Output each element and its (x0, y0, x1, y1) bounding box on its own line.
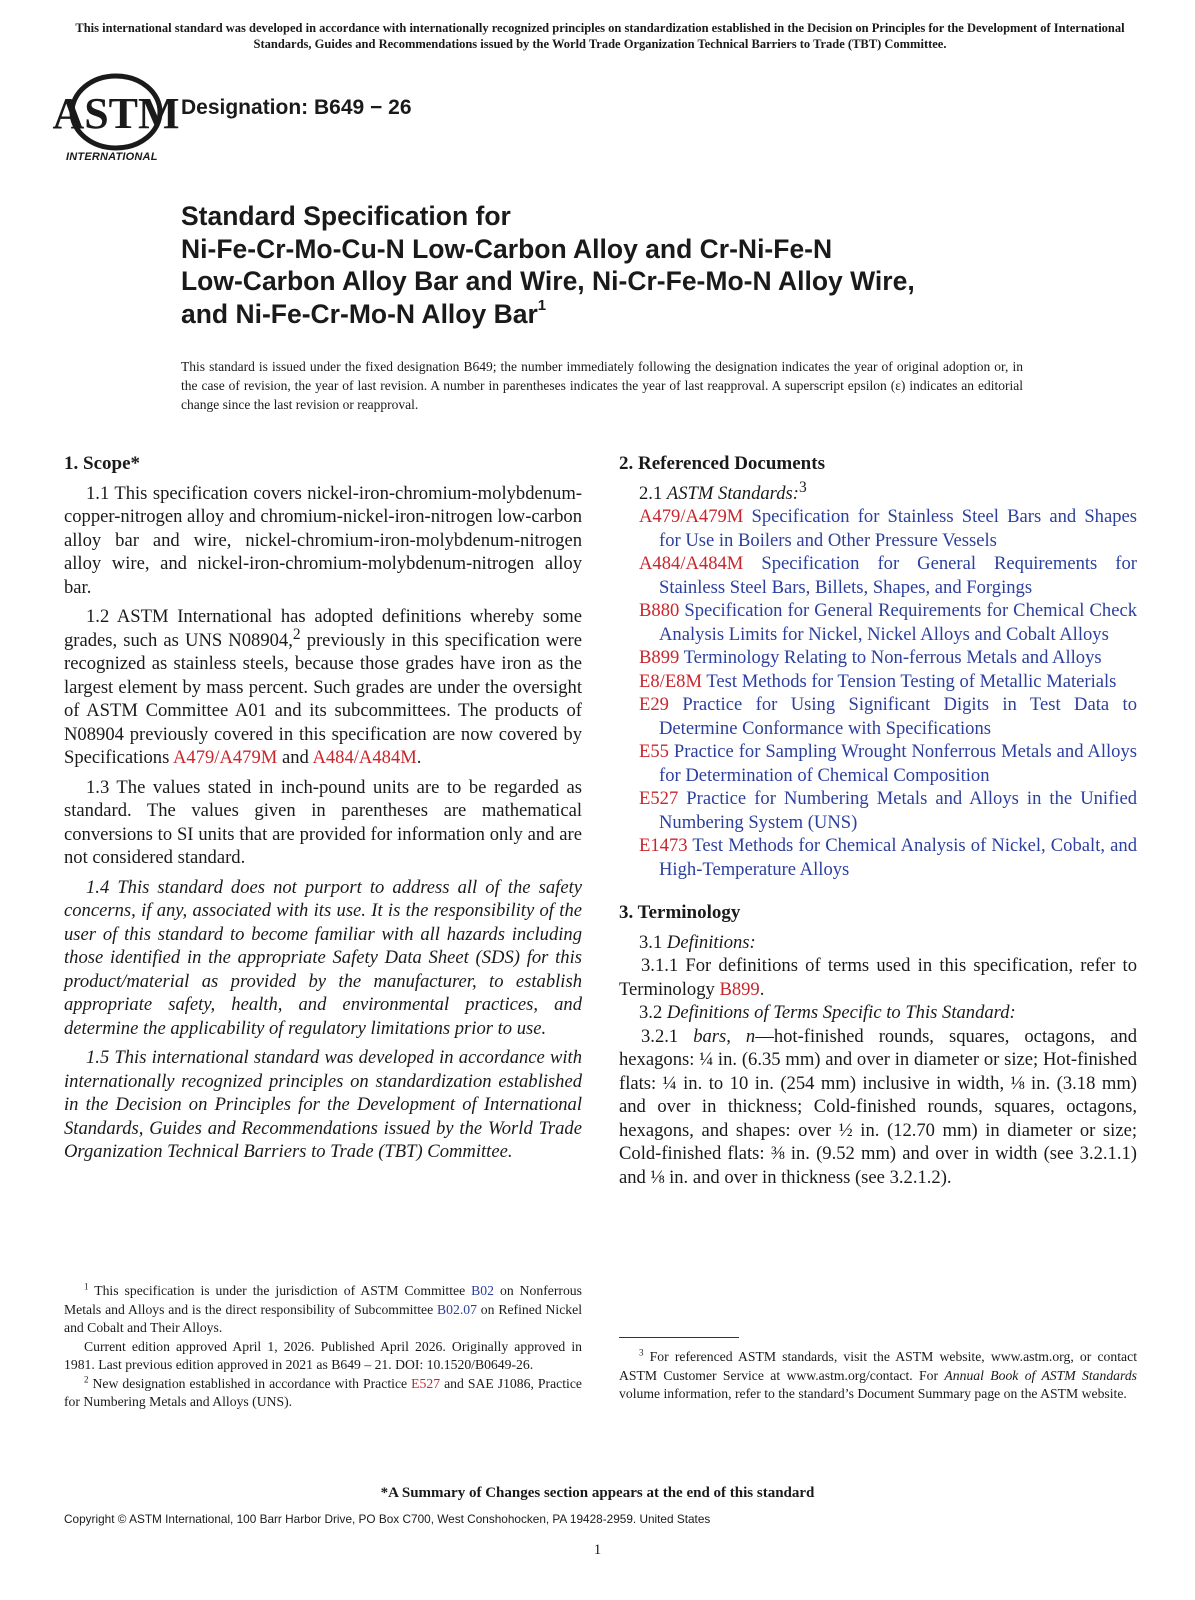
paragraph-1-1: 1.1 This specification covers nickel-iron-chromium-molybdenum-copper-nitrogen alloy and chromium-nickel-iron-nitrogen low-carbon alloy bar and wire, nickel-chromium-iron-molybdenum-nitrogen alloy wire, and nickel-iron-chromium-molybdenum-nitrogen alloy bar. (64, 482, 583, 598)
reference-title-link[interactable]: Test Methods for Chemical Analysis of Nickel, Cobalt, and High-Temperature Alloys (659, 835, 1137, 880)
reference-item (619, 670, 1137, 694)
reference-code-link[interactable]: E1473 (639, 835, 688, 856)
reference-code-link[interactable]: A479/A479M (639, 506, 744, 527)
title-footnote-mark[interactable]: 1 (537, 296, 547, 314)
reference-list (619, 505, 1137, 881)
paragraph-3-2-1: 3.2.1 bars, n—hot-finished rounds, squares, octagons, and hexagons: ¼ in. (6.35 mm) and over in diameter or size; Hot-finished flats: ¼ in. to 10 in. (254 mm) inclusive in width, ⅛ in. (3.18 mm) and over in thickness; Cold-finished rounds, squares, octagons, hexagons, and shapes: over ½ in. (12.70 mm) in diameter or size; Cold-finished flats: ⅜ in. (9.52 mm) and over in width (see 3.2.1.1) and ⅛ in. and over in thickness (see 3.2.1.2). (619, 1025, 1137, 1188)
footnote-ref-2[interactable]: 2 (292, 625, 301, 643)
left-column (64, 452, 582, 1170)
page-number: 1 (593, 1542, 602, 1558)
reference-title-link[interactable]: Practice for Using Significant Digits in Test Data to Determine Conformance with Specifications (659, 694, 1137, 739)
footnotes-left (64, 1282, 582, 1412)
footnote-2: $^2$ New designation established in accordance with Practice E527 and SAE J1086, Practice for Numbering Metals and Alloys (UNS). (64, 1373, 582, 1409)
link-b02[interactable]: B02 (471, 1283, 494, 1298)
paragraph-1-4: 1.4 This standard does not purport to address all of the safety concerns, if any, associated with its use. It is the responsibility of the user of this standard to become familiar with all hazards including those identified in the appropriate Safety Data Sheet (SDS) for this product/material as provided by the manufacturer, to establish appropriate safety, health, and environmental practices, and determine the applicability of regulatory limitations prior to use. (64, 876, 582, 1039)
reference-item (619, 552, 1137, 599)
subsection-astm-standards: 2.1 ASTM Standards:$^3$ (639, 478, 807, 504)
copyright: Copyright © ASTM International, 100 Barr Harbor Drive, PO Box C700, West Conshohocken, PA 19428-2959. United States (64, 1512, 711, 1526)
reference-item (619, 693, 1137, 740)
reference-title-link[interactable]: Practice for Numbering Metals and Alloys in the Unified Numbering System (UNS) (659, 788, 1137, 833)
reference-title-link[interactable]: Specification for General Requirements for Stainless Steel Bars, Billets, Shapes, and Forgings (659, 553, 1137, 598)
reference-code-link[interactable]: E55 (639, 741, 669, 762)
reference-title-link[interactable]: Terminology Relating to Non-ferrous Metals and Alloys (679, 647, 1102, 668)
title-line: Ni-Fe-Cr-Mo-Cu-N Low-Carbon Alloy and Cr-Ni-Fe-N (181, 233, 833, 264)
paragraph-1-3: 1.3 The values stated in inch-pound units are to be regarded as standard. The values given in parentheses are mathematical conversions to SI units that are provided for information only and are not considered standard. (64, 776, 582, 868)
reference-code-link[interactable]: E29 (639, 694, 669, 715)
footnote-3: $^3$ For referenced ASTM standards, visit the ASTM website, www.astm.org, or contact ASTM Customer Service at www.astm.org/contact. For Annual Book of ASTM Standards volume information, refer to the standard’s Document Summary page on the ASTM website. (619, 1347, 1138, 1401)
reference-code-link[interactable]: A484/A484M (639, 553, 744, 574)
reference-item (619, 740, 1137, 787)
reference-item (619, 787, 1137, 834)
reference-title-link[interactable]: Specification for General Requirements for Chemical Check Analysis Limits for Nickel, Nickel Alloys and Cobalt Alloys (659, 600, 1137, 645)
paragraph-1-2: 1.2 ASTM International has adopted definitions whereby some grades, such as UNS N08904,$^2$ previously in this specification were recognized as stainless steels, because those grades have iron as the largest element by mass percent. Such grades are under the oversight of ASTM Committee A01 and its subcommittees. The products of N08904 previously covered in this specification are now covered by Specifications A479/A479M and A484/A484M. (64, 606, 582, 768)
reference-item (619, 834, 1137, 881)
title-line: Standard Specification for (181, 201, 511, 231)
footnote-divider (619, 1337, 739, 1338)
footnote-ref-3[interactable]: 3 (798, 478, 807, 496)
reference-code-link[interactable]: E527 (639, 788, 679, 809)
section-heading-terminology: 3. Terminology (619, 902, 741, 923)
link-b02-07[interactable]: B02.07 (437, 1301, 477, 1317)
document-title (181, 200, 1081, 330)
paragraph-3-2: 3.2 Definitions of Terms Specific to This Standard: (639, 1002, 1016, 1023)
paragraph-3-1: 3.1 Definitions: (639, 931, 756, 953)
reference-item (619, 646, 1137, 670)
link-e527-footnote[interactable]: E527 (411, 1375, 441, 1391)
link-a479[interactable]: A479/A479M (172, 747, 278, 768)
footnote-1-edition: Current edition approved April 1, 2026. Published April 2026. Originally approved in 1981. Last previous edition approved in 2021 as B649 – 21. DOI: 10.1520/B0649-26. (64, 1338, 582, 1372)
top-notice: This international standard was developed in accordance with internationally recognized principles on standardization established in the Decision on Principles for the Development of International Standards, Guides and Recommendations issued by the World Trade Organization Technical Barriers to Trade (TBT) Committee. (75, 21, 1125, 51)
reference-item (619, 505, 1137, 552)
logo-letters: ASTM (52, 89, 180, 138)
paragraph-1-5: 1.5 This international standard was developed in accordance with internationally recognized principles on standardization established in the Decision on Principles for the Development of International Standards, Guides and Recommendations issued by the World Trade Organization Technical Barriers to Trade (TBT) Committee. (64, 1047, 582, 1162)
reference-code-link[interactable]: B899 (639, 647, 680, 668)
reference-code-link[interactable]: B880 (639, 600, 680, 621)
intro-note: This standard is issued under the fixed designation B649; the number immediately following the designation indicates the year of original adoption or, in the case of revision, the year of last revision. A number in parentheses indicates the year of last reapproval. A superscript epsilon (ε) indicates an editorial change since the last revision or reapproval. (181, 359, 1023, 412)
footnote-1: $^1$ This specification is under the jurisdiction of ASTM Committee B02 on Nonferrous Metals and Alloys and is the direct responsibility of Subcommittee B02.07 on Refined Nickel and Cobalt and Their Alloys. (64, 1281, 582, 1335)
link-b899[interactable]: B899 (719, 978, 760, 1000)
reference-code-link[interactable]: E8/E8M (639, 670, 703, 692)
section-heading-scope: 1. Scope* (64, 453, 140, 474)
reference-title-link[interactable]: Test Methods for Tension Testing of Metallic Materials (702, 670, 1117, 692)
title-line: and Ni-Fe-Cr-Mo-N Alloy Bar$^1$ (181, 296, 547, 329)
reference-title-link[interactable]: Specification for Stainless Steel Bars and Shapes for Use in Boilers and Other Pressure Vessels (659, 506, 1137, 551)
reference-item (619, 599, 1137, 646)
reference-title-link[interactable]: Practice for Sampling Wrought Nonferrous Metals and Alloys for Determination of Chemical Composition (659, 741, 1137, 786)
title-line: Low-Carbon Alloy Bar and Wire, Ni-Cr-Fe-Mo-N Alloy Wire, (181, 266, 915, 296)
footnotes-right (619, 1348, 1137, 1404)
link-a484[interactable]: A484/A484M (312, 747, 417, 768)
paragraph-3-1-1: 3.1.1 For definitions of terms used in this specification, refer to Terminology B899. (619, 955, 1137, 1000)
right-column (619, 452, 1137, 1189)
summary-of-changes-note: *A Summary of Changes section appears at the end of this standard (380, 1485, 815, 1501)
logo-caption: INTERNATIONAL (66, 151, 158, 163)
section-heading-referenced-documents: 2. Referenced Documents (619, 453, 825, 474)
designation: Designation: B649 − 26 (181, 96, 412, 119)
